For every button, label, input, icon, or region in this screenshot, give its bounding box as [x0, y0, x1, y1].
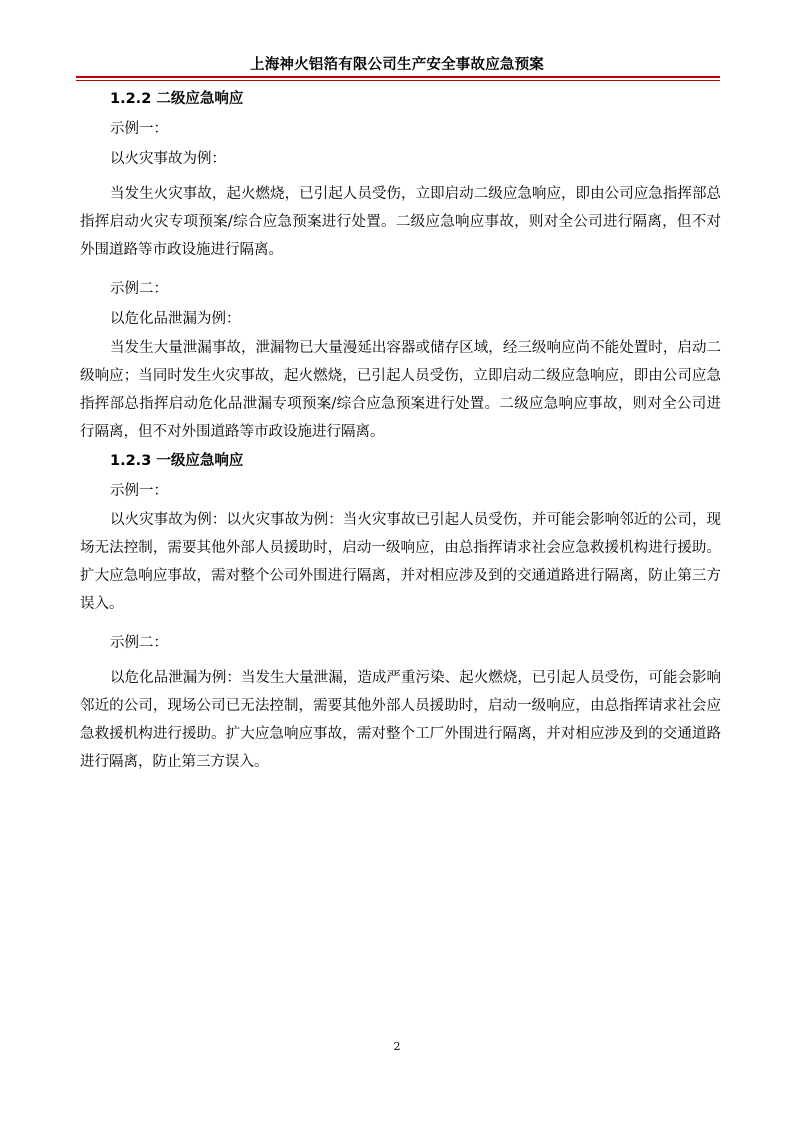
- header-rule-thin: [76, 80, 720, 81]
- paragraph: 当发生大量泄漏事故，泄漏物已大量漫延出容器或储存区域，经三级响应尚不能处置时，启动二级响应；当同时发生火灾事故，起火燃烧，已引起人员受伤，立即启动二级应急响应，即由公司应急指挥部总指挥启动危化品泄漏专项预案/综合应急预案进行处置。二级应急响应事故，则对全公司进行隔离，但不对外围道路等市政设施进行隔离。: [80, 340, 721, 440]
- document-header-title: 上海神火铝箔有限公司生产安全事故应急预案: [250, 57, 544, 73]
- example-label: 示例一：: [110, 483, 168, 499]
- example-label: 示例二：: [110, 281, 168, 297]
- paragraph: 以火灾事故为例：以火灾事故为例：当火灾事故已引起人员受伤，并可能会影响邻近的公司，现场无法控制，需要其他外部人员援助时，启动一级响应，由总指挥请求社会应急救援机构进行援助。扩大应急响应事故，需对整个公司外围进行隔离，并对相应涉及到的交通道路进行隔离，防止第三方误入。: [80, 512, 721, 612]
- example-label: 示例二：: [110, 635, 168, 651]
- document-body: [80, 84, 721, 776]
- example-intro: 以危化品泄漏为例：: [110, 311, 241, 327]
- example-label: 示例一：: [110, 121, 168, 137]
- header-rule-thick: [76, 76, 720, 78]
- page-number: 2: [393, 1040, 401, 1053]
- section-heading-level1: 1.2.3 一级应急响应: [110, 453, 244, 469]
- section-heading-level2: 1.2.2 二级应急响应: [110, 91, 244, 107]
- paragraph: 以危化品泄漏为例：当发生大量泄漏，造成严重污染、起火燃烧，已引起人员受伤，可能会影响邻近的公司，现场公司已无法控制，需要其他外部人员援助时，启动一级响应，由总指挥请求社会应急救援机构进行援助。扩大应急响应事故，需对整个工厂外围进行隔离，并对相应涉及到的交通道路进行隔离，防止第三方误入。: [80, 670, 721, 770]
- paragraph: 当发生火灾事故，起火燃烧，已引起人员受伤，立即启动二级应急响应，即由公司应急指挥部总指挥启动火灾专项预案/综合应急预案进行处置。二级应急响应事故，则对全公司进行隔离，但不对外围道路等市政设施进行隔离。: [80, 186, 721, 258]
- example-intro: 以火灾事故为例：: [110, 151, 226, 167]
